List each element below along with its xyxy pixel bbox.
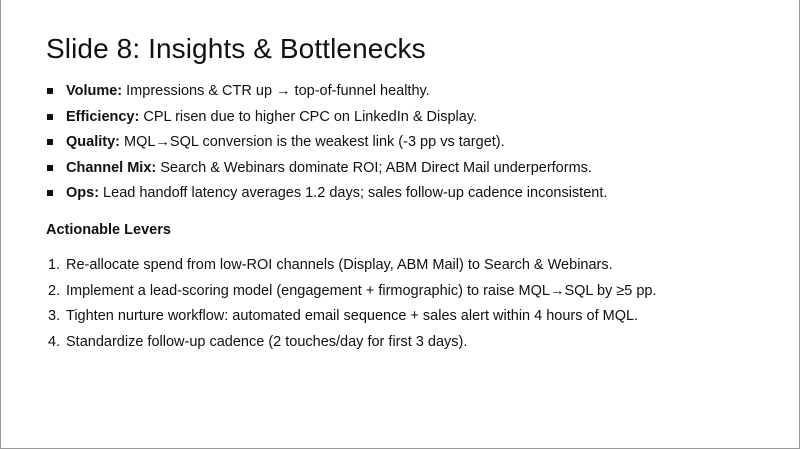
lever-item bbox=[46, 304, 657, 330]
lever-number: 2. bbox=[48, 282, 61, 299]
insight-item-channel-mix bbox=[46, 156, 607, 182]
lever-text: Standardize follow-up cadence (2 touches/day for first 3 days). bbox=[66, 333, 468, 350]
insight-lead: Ops: bbox=[66, 185, 100, 201]
lever-item bbox=[46, 279, 657, 305]
lever-text: Tighten nurture workflow: automated email sequence + sales alert within 4 hours of MQL. bbox=[66, 308, 639, 324]
levers-heading: Actionable Levers bbox=[46, 222, 171, 238]
lever-item bbox=[46, 253, 657, 279]
insight-item-ops bbox=[46, 181, 607, 207]
insight-lead: Efficiency: bbox=[66, 108, 140, 125]
lever-text: Re-allocate spend from low-ROI channels (Display, ABM Mail) to Search & Webinars. bbox=[66, 257, 613, 273]
levers-list bbox=[46, 253, 657, 355]
insight-lead: Volume: bbox=[66, 83, 123, 99]
insight-lead: Quality: bbox=[66, 134, 120, 150]
insight-text: Impressions & CTR up → top-of-funnel healthy. bbox=[122, 83, 430, 99]
slide-title: Slide 8: Insights & Bottlenecks bbox=[46, 33, 426, 64]
insight-item-efficiency bbox=[46, 105, 607, 131]
lever-item bbox=[46, 330, 657, 356]
insight-text: CPL risen due to higher CPC on LinkedIn & Display. bbox=[139, 108, 478, 125]
square-bullet-icon bbox=[47, 139, 53, 145]
square-bullet-icon bbox=[47, 165, 53, 171]
insight-lead: Channel Mix: bbox=[66, 159, 157, 176]
insight-item-quality bbox=[46, 130, 607, 156]
lever-number: 4. bbox=[48, 333, 61, 350]
insight-text: MQL→SQL conversion is the weakest link (-3 pp vs target). bbox=[119, 134, 505, 150]
lever-number: 3. bbox=[48, 308, 61, 324]
square-bullet-icon bbox=[47, 190, 53, 196]
insight-text: Lead handoff latency averages 1.2 days; sales follow-up cadence inconsistent. bbox=[99, 185, 608, 201]
insights-list bbox=[46, 79, 607, 207]
square-bullet-icon bbox=[47, 114, 53, 120]
square-bullet-icon bbox=[47, 88, 53, 94]
lever-text: Implement a lead-scoring model (engagement + firmographic) to raise MQL→SQL by ≥5 pp. bbox=[66, 282, 657, 299]
insight-text: Search & Webinars dominate ROI; ABM Direct Mail underperforms. bbox=[156, 159, 592, 176]
insight-item-volume bbox=[46, 79, 607, 105]
lever-number: 1. bbox=[48, 257, 61, 273]
